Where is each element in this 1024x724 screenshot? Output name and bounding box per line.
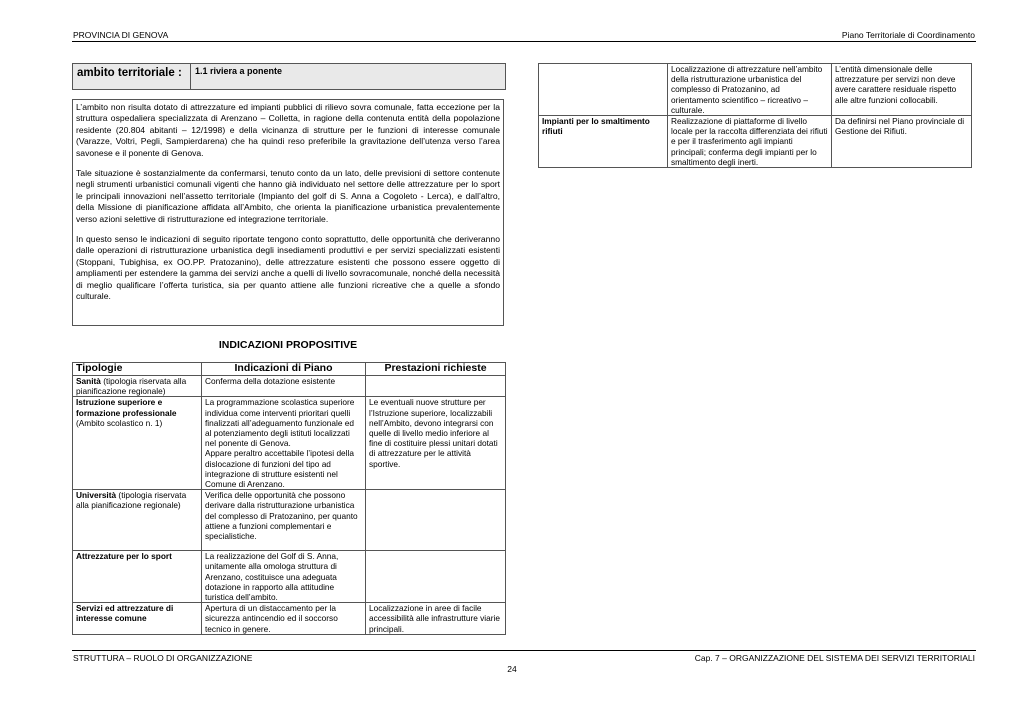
- footer-rule: [72, 650, 976, 651]
- intro-paragraph-1: L’ambito non risulta dotato di attrezzature ed impianti pubblici di rilievo sovra comunale, fatta eccezione per la struttura ospedaliera specializzata di Arenzano – Colletta, in ragione della contenuta entità della popolazione residente (20.804 abitanti – 12/1998) e della vicinanza di strutture per le funzioni di interesse comunale (Varazze, Voltri, Pegli, Sampierdarena) che ha quindi reso preferibile la gravitazione dell’utenza verso l’area savonese e il ponente di Genova.: [76, 102, 500, 158]
- header-rule: [72, 41, 976, 42]
- cell-tipologia: Sanità (tipologia riservata alla pianificazione regionale): [73, 376, 202, 397]
- cell-tipologia: Impianti per lo smaltimento rifiuti: [539, 116, 668, 168]
- cell-tipologia: Servizi ed attrezzature di interesse comune: [73, 603, 202, 635]
- table-header-row: [73, 363, 506, 376]
- table-row: [73, 603, 506, 635]
- cell-prestazione: [366, 551, 506, 603]
- table-row: [73, 551, 506, 603]
- ambito-label: ambito territoriale :: [73, 64, 191, 89]
- cell-prestazione: [366, 376, 506, 397]
- cell-prestazione: [366, 490, 506, 551]
- col-header-tipologie: Tipologie: [73, 363, 202, 376]
- cell-indicazione: Conferma della dotazione esistente: [202, 376, 366, 397]
- header-right: Piano Territoriale di Coordinamento: [841, 30, 975, 40]
- cell-indicazione: La programmazione scolastica superiore individua come interventi prioritari quelli finalizzati all’adeguamento funzionale ed al potenziamento degli istituti localizzati nel ponente di Genova. Appare peraltro accettabile l’ipotesi della dislocazione di funzioni del tipo ad integrazione di strutture esistenti nel Comune di Arenzano.: [202, 397, 366, 490]
- cell-tipologia: [539, 64, 668, 116]
- cell-indicazione: Localizzazione di attrezzature nell’ambito della ristrutturazione urbanistica del complesso di Pratozanino, ad orientamento scientifico – ricreativo – culturale.: [668, 64, 832, 116]
- indicazioni-title: INDICAZIONI PROPOSITIVE: [218, 339, 358, 351]
- indicazioni-table: [72, 362, 506, 635]
- intro-text-box: [72, 99, 504, 326]
- header-left: PROVINCIA DI GENOVA: [73, 30, 169, 40]
- cell-indicazione: Realizzazione di piattaforme di livello locale per la raccolta differenziata dei rifiuti e per il trasferimento agli impianti principali; conferma degli impianti per lo smaltimento degli inerti.: [668, 116, 832, 168]
- footer-right: Cap. 7 – ORGANIZZAZIONE DEL SISTEMA DEI SERVIZI TERRITORIALI: [694, 653, 975, 663]
- intro-paragraph-3: In questo senso le indicazioni di seguito riportate tengono conto soprattutto, delle opportunità che deriveranno dalle operazioni di ristrutturazione urbanistica degli insediamenti produttivi e per servizi specializzati esistenti (Stoppani, Tubighisa, ex OO.PP. Pratozanino), delle attrezzature esistenti che possono essere oggetto di ampliamenti per estendere la gamma dei servizi anche a quelli di livello sovracomunale, nonché della necessità di meglio qualificare l’offerta turistica, sia per quanto attiene alle funzioni ricreative che a quelle a sfondo culturale.: [76, 234, 500, 302]
- cell-prestazione: Da definirsi nel Piano provinciale di Gestione dei Rifiuti.: [832, 116, 972, 168]
- cell-tipologia: Attrezzature per lo sport: [73, 551, 202, 603]
- table-row: [73, 397, 506, 490]
- cell-indicazione: Verifica delle opportunità che possono derivare dalla ristrutturazione urbanistica del complesso di Pratozanino, per quanto attiene a funzioni complementari e specialistiche.: [202, 490, 366, 551]
- cell-tipologia: Istruzione superiore e formazione professionale (Ambito scolastico n. 1): [73, 397, 202, 490]
- col-header-prestazioni: Prestazioni richieste: [366, 363, 506, 376]
- cell-indicazione: Apertura di un distaccamento per la sicurezza antincendio ed il soccorso tecnico in genere.: [202, 603, 366, 635]
- table-row: [73, 376, 506, 397]
- cell-tipologia: Università (tipologia riservata alla pianificazione regionale): [73, 490, 202, 551]
- continuation-table: [538, 63, 972, 168]
- ambito-value: 1.1 riviera a ponente: [195, 66, 283, 76]
- table-row: [539, 64, 972, 116]
- ambito-box: [72, 63, 506, 90]
- cell-prestazione: Le eventuali nuove strutture per l’Istruzione superiore, localizzabili nell’Ambito, devono integrarsi con quelle di livello medio inferiore al fine di costituire plessi unitari dotati di attrezzature per le attività sportive.: [366, 397, 506, 490]
- col-header-indicazioni: Indicazioni di Piano: [202, 363, 366, 376]
- intro-paragraph-2: Tale situazione è sostanzialmente da confermarsi, tenuto conto da un lato, delle previsioni di settore contenute negli strumenti urbanistici comunali vigenti che hanno già individuato nel settore delle attrezzature per lo sport le principali innovazioni nell’assetto territoriale (Impianto del golf di S. Anna a Cogoleto - Lerca), e dall’altro, della Missione di pianificazione affidata all’Ambito, che orienta la pianificazione urbanistica prevalentemente verso azioni selettive di ristrutturazione ed integrazione territoriale.: [76, 168, 500, 224]
- footer-left: STRUTTURA – RUOLO DI ORGANIZZAZIONE: [73, 653, 253, 663]
- cell-indicazione: La realizzazione del Golf di S. Anna, unitamente alla omologa struttura di Arenzano, costituisce una adeguata dotazione in rapporto alla attitudine turistica dell’ambito.: [202, 551, 366, 603]
- table-row: [73, 490, 506, 551]
- table-row: [539, 116, 972, 168]
- cell-prestazione: Localizzazione in aree di facile accessibilità alle infrastrutture viarie principali.: [366, 603, 506, 635]
- cell-prestazione: L’entità dimensionale delle attrezzature per servizi non deve avere carattere residuale rispetto alle altre funzioni collocabili.: [832, 64, 972, 116]
- page-number: 24: [507, 664, 517, 674]
